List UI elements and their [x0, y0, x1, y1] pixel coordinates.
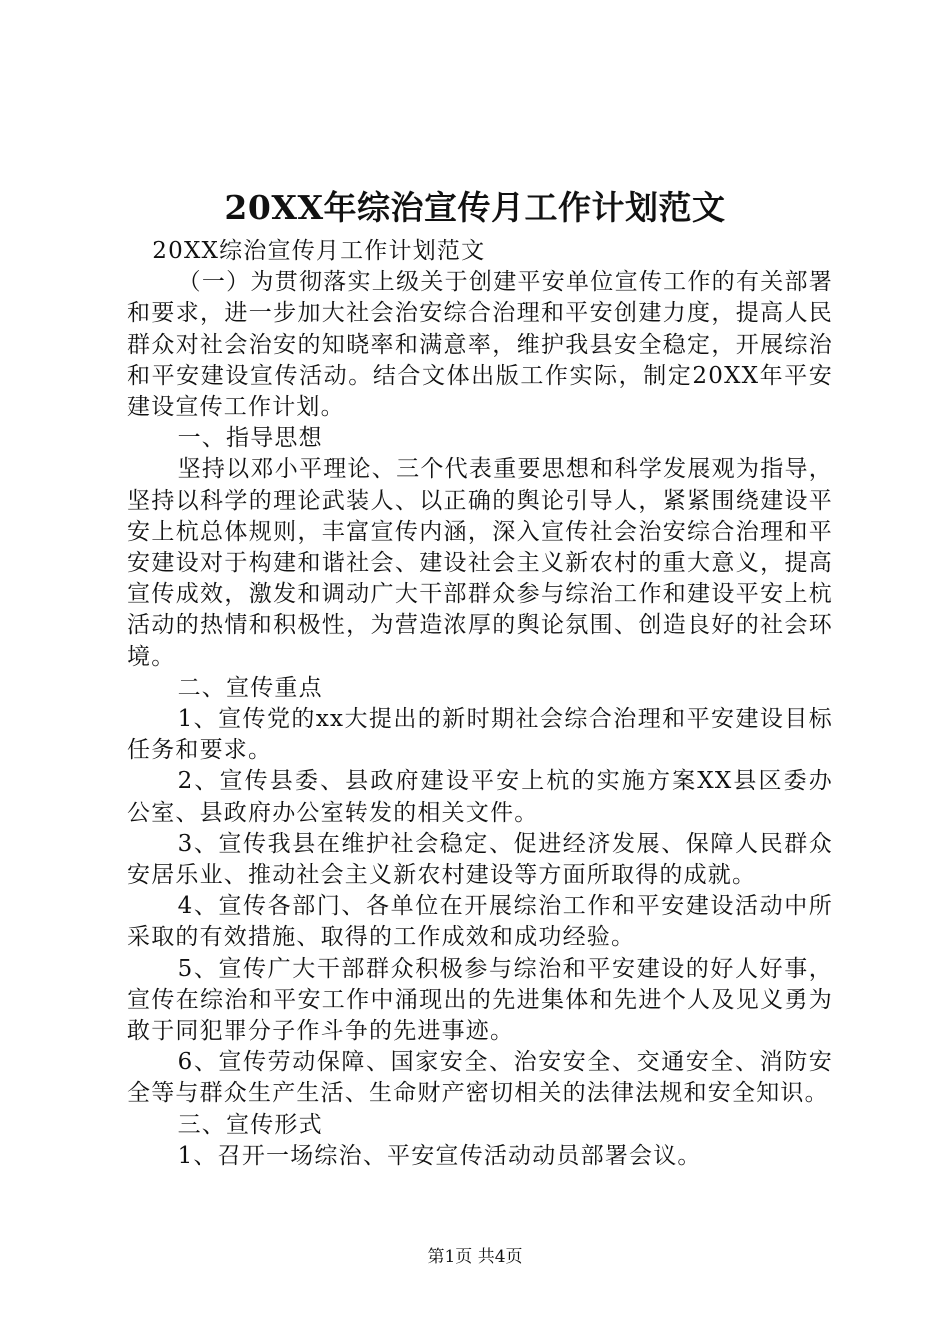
section-heading-key-points: 二、宣传重点 — [177, 674, 323, 701]
list-item-key-point-1: 1、宣传党的xx大提出的新时期社会综合治理和平安建设目标任务和要求。 — [127, 706, 833, 764]
list-item-key-point-2: 2、宣传县委、县政府建设平安上杭的实施方案XX县区委办公室、县政府办公室转发的相关文件。 — [127, 768, 833, 826]
list-item-key-point-4: 4、宣传各部门、各单位在开展综治工作和平安建设活动中所采取的有效措施、取得的工作成效和成功经验。 — [127, 893, 833, 951]
list-item-form-1: 1、召开一场综治、平安宣传活动动员部署会议。 — [177, 1142, 702, 1169]
document-subtitle: 20XX综治宣传月工作计划范文 — [152, 238, 486, 264]
section-heading-forms: 三、宣传形式 — [177, 1111, 323, 1138]
paragraph-intro: （一）为贯彻落实上级关于创建平安单位宣传工作的有关部署和要求，进一步加大社会治安综合治理和平安创建力度，提高人民群众对社会治安的知晓率和满意率，维护我县安全稳定，开展综治和平安建设宣传活动。结合文体出版工作实际，制定20XX年平安建设宣传工作计划。 — [127, 269, 833, 421]
section-heading-guiding-thought: 一、指导思想 — [177, 425, 323, 452]
list-item-key-point-6: 6、宣传劳动保障、国家安全、治安安全、交通安全、消防安全等与群众生产生活、生命财产密切相关的法律法规和安全知识。 — [127, 1049, 833, 1107]
paragraph-guiding-thought: 坚持以邓小平理论、三个代表重要思想和科学发展观为指导，坚持以科学的理论武装人、以正确的舆论引导人，紧紧围绕建设平安上杭总体规则，丰富宣传内涵，深入宣传社会治安综合治理和平安建设对于构建和谐社会、建设社会主义新农村的重大意义，提高宣传成效，激发和调动广大干部群众参与综治工作和建设平安上杭活动的热情和积极性，为营造浓厚的舆论氛围、创造良好的社会环境。 — [127, 456, 833, 670]
document-body — [127, 236, 833, 1172]
list-item-key-point-5: 5、宣传广大干部群众积极参与综治和平安建设的好人好事，宣传在综治和平安工作中涌现出的先进集体和先进个人及见义勇为敢于同犯罪分子作斗争的先进事迹。 — [127, 955, 833, 1045]
document-title: 20XX年综治宣传月工作计划范文 — [224, 188, 726, 227]
list-item-key-point-3: 3、宣传我县在维护社会稳定、促进经济发展、保障人民群众安居乐业、推动社会主义新农村建设等方面所取得的成就。 — [127, 830, 833, 889]
page-footer: 第1页 共4页 — [427, 1247, 523, 1267]
